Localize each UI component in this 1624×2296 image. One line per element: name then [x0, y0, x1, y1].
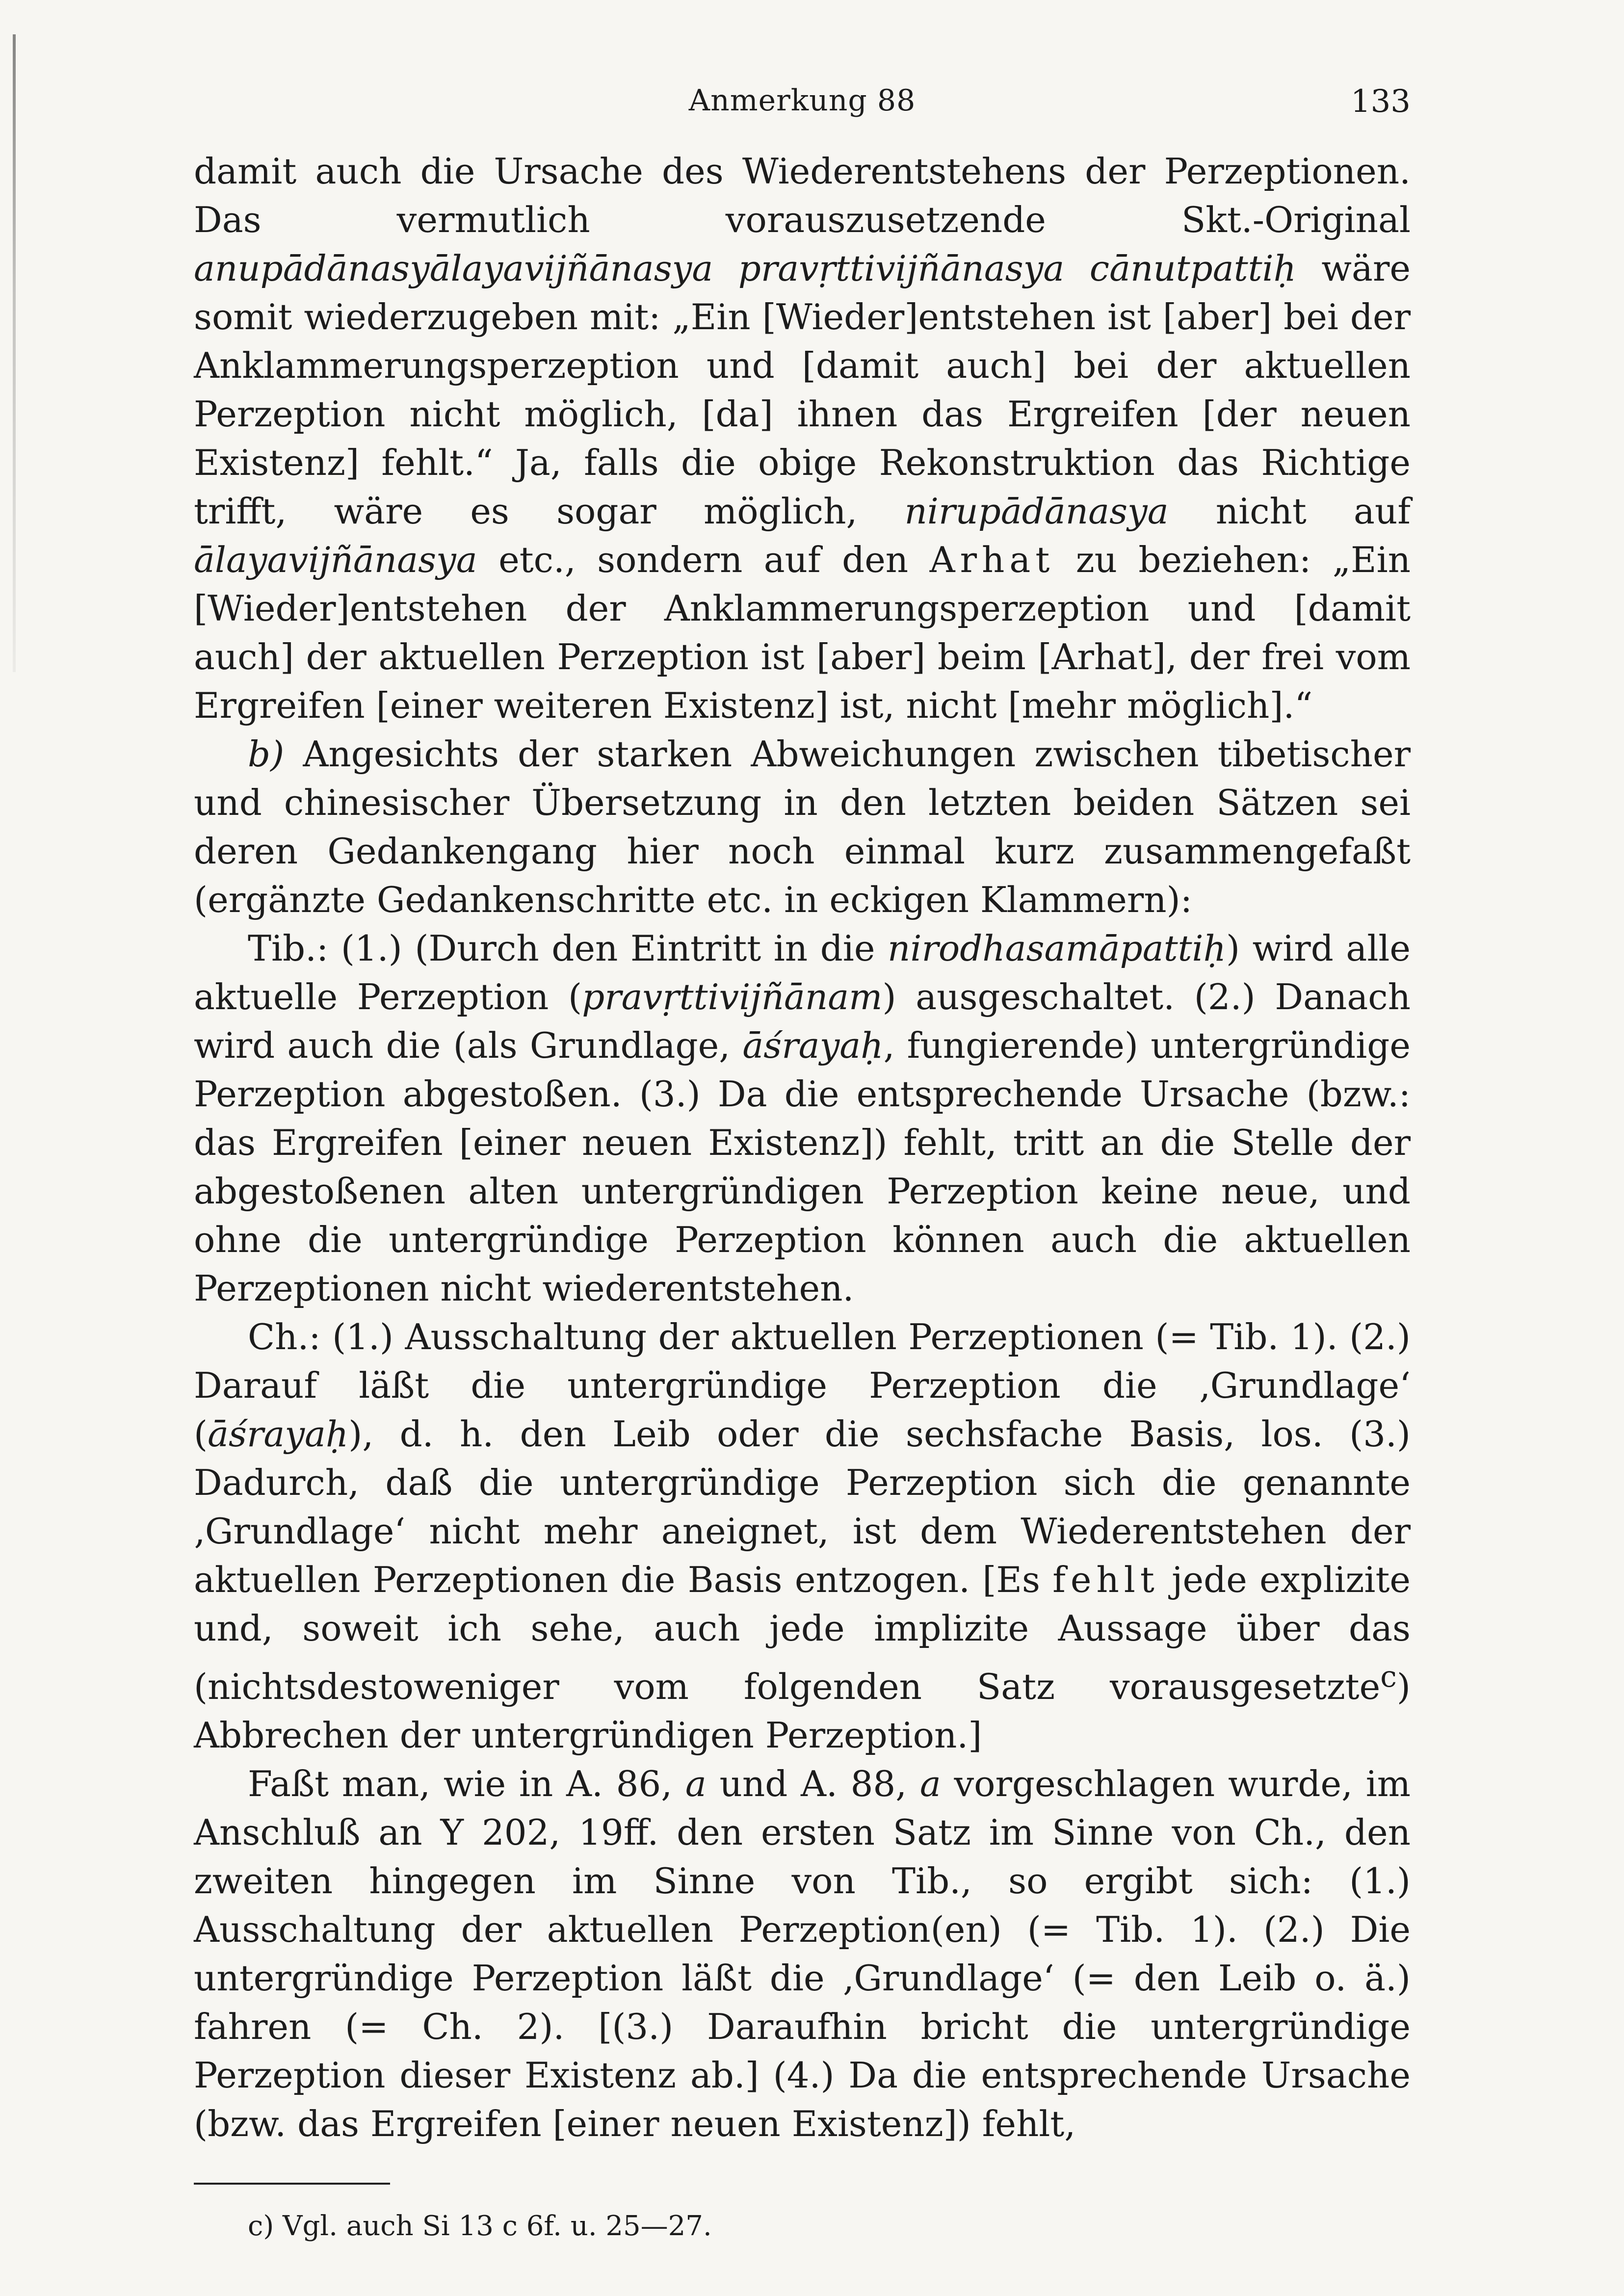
paragraph-2 — [194, 730, 1411, 924]
text-run: ), d. h. den Leib oder die sechsfache Basis, los. (3.) Dadurch, daß die untergründige Perzeption sich die genannte ‚Grundlage‘ nicht mehr aneignet, ist dem Wiederentstehen der aktuellen Perzeptionen die Basis entzogen. [Es — [194, 1413, 1411, 1600]
paragraph-3 — [194, 924, 1411, 1313]
sanskrit-term: ālayavijñānasya — [194, 539, 477, 580]
footnote-rule — [194, 2183, 390, 2185]
text-run: Tib.: (1.) (Durch den Eintritt in die — [248, 928, 888, 969]
sanskrit-term: āśrayaḥ — [742, 1025, 884, 1066]
text-run: nicht auf — [1168, 491, 1411, 532]
text-run: zu beziehen: „Ein [Wieder]entstehen der Anklammerungsperzeption und [damit auch] der aktuellen Perzeption ist [aber] beim [Arhat], der frei vom Ergreifen [einer weiteren Existenz] ist, nicht [mehr möglich].“ — [194, 539, 1411, 726]
text-run: ) ausgeschaltet. (2.) Danach wird auch die (als Grundlage, — [194, 976, 1411, 1066]
scan-edge-shadow — [13, 34, 16, 672]
text-run: jede explizite und, soweit ich sehe, auch jede implizite Aussage über das (nichtsdestoweniger vom folgenden Satz vorausgesetzte — [194, 1559, 1411, 1707]
sanskrit-term: anupādānasyālayavijñānasya pravṛttivijñānasya cānutpattiḥ — [194, 248, 1296, 289]
text-run: , fungierende) untergründige Perzeption abgestoßen. (3.) Da die entsprechende Ursache (bzw.: das Ergreifen [einer neuen Existenz]) fehlt, tritt an die Stelle der abgestoßenen alten untergründigen Perzeption keine neue, und ohne die untergründige Perzeption können auch die aktuellen Perzeptionen nicht wiederentstehen. — [194, 1025, 1411, 1309]
sanskrit-term: nirupādānasya — [904, 491, 1169, 532]
paragraph-5 — [194, 1760, 1411, 2148]
text-run: wäre somit wiederzugeben mit: „Ein [Wieder]entstehen ist [aber] bei der Anklammerungsperzeption und [damit auch] bei der aktuellen Perzeption nicht möglich, [da] ihnen das Ergreifen [der neuen Existenz] fehlt.“ Ja, falls die obige Rekonstruktion das Richtige trifft, wäre es sogar möglich, — [194, 248, 1411, 532]
book-page — [194, 78, 1411, 2246]
text-run: ) Abbrechen der untergründigen Perzeption.] — [194, 1666, 1411, 1756]
sanskrit-term: āśrayaḥ — [208, 1413, 349, 1455]
text-run: Ch.: (1.) Ausschaltung der aktuellen Perzeptionen (= Tib. 1). (2.) Darauf läßt die untergründige Perzeption die ‚Grundlage‘ ( — [194, 1316, 1411, 1455]
sanskrit-term: nirodhasamāpattiḥ — [888, 928, 1226, 969]
text-run: Angesichts der starken Abweichungen zwischen tibetischer und chinesischer Übersetzung in den letzten beiden Sätzen sei deren Gedankengang hier noch einmal kurz zusammengefaßt (ergänzte Gedankenschritte etc. in eckigen Klammern): — [194, 733, 1411, 920]
text-run: etc., sondern auf den — [477, 539, 930, 580]
text-run: vorgeschlagen wurde, im Anschluß an Y 202, 19ff. den ersten Satz im Sinne von Ch., den zweiten hingegen im Sinne von Tib., so ergibt sich: (1.) Ausschaltung der aktuellen Perzeption(en) (= Tib. 1). (2.) Die untergründige Perzeption läßt die ‚Grundlage‘ (= den Leib o. ä.) fahren (= Ch. 2). [(3.) Daraufhin bricht die untergründige Perzeption dieser Existenz ab.] (4.) Da die entsprechende Ursache (bzw. das Ergreifen [einer neuen Existenz]) fehlt, — [194, 1763, 1411, 2144]
paragraph-1 — [194, 147, 1411, 730]
text-run: ) wird alle aktuelle Perzeption ( — [194, 928, 1411, 1018]
text-run: Faßt man, wie in A. 86, — [248, 1763, 685, 1804]
italic-letter: a — [685, 1763, 707, 1804]
sanskrit-term: pravṛttivijñānam — [582, 976, 883, 1018]
page-header — [194, 78, 1411, 137]
text-run: und A. 88, — [706, 1763, 920, 1804]
spaced-term: fehlt — [1052, 1559, 1159, 1600]
running-title: Anmerkung 88 — [688, 83, 916, 118]
footnote-c: c) Vgl. auch Si 13 c 6f. u. 25—27. — [248, 2210, 712, 2242]
italic-letter: a — [919, 1763, 941, 1804]
paragraph-4 — [194, 1313, 1411, 1760]
text-run: damit auch die Ursache des Wiederentstehens der Perzeptionen. Das vermutlich vorauszusetzende Skt.-Original — [194, 151, 1411, 240]
spaced-term: Arhat — [929, 539, 1055, 580]
section-marker: b) — [248, 733, 285, 775]
footnote-marker: c — [1380, 1660, 1397, 1694]
page-body — [194, 147, 1411, 2148]
page-number: 133 — [1350, 83, 1411, 120]
